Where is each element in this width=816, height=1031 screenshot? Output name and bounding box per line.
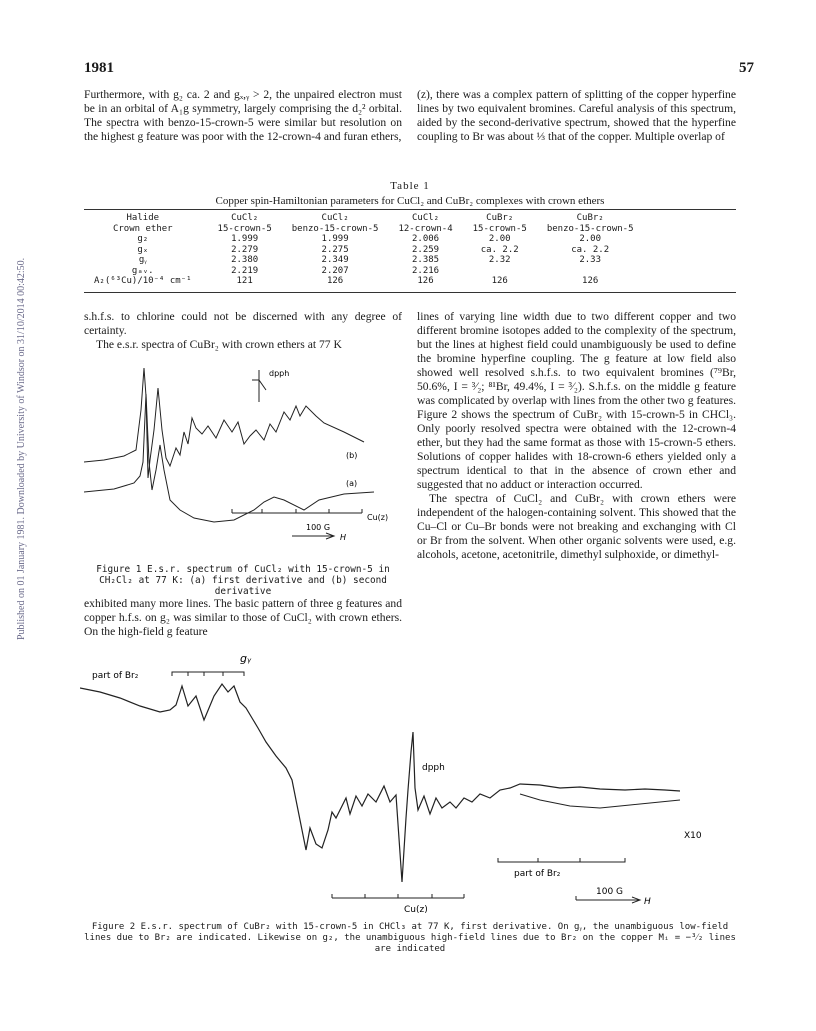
fig2-h-label: H: [644, 897, 651, 907]
figure-2: [80, 650, 740, 920]
page-number: 57: [739, 60, 754, 76]
fig2-gy-label: gᵧ: [240, 652, 252, 665]
table-cell: 2.380: [231, 255, 259, 265]
shfs-paragraph: s.h.f.s. to chlorine could not be discerned with any degree of certainty.: [84, 310, 402, 337]
param-label: gᵧ: [138, 255, 147, 265]
table-cell: ca. 2.2: [480, 244, 519, 255]
download-stamp: [4, 20, 27, 640]
row-label: Crown ether: [112, 223, 173, 234]
param-label: A₂(⁶³Cu)/10⁻⁴ cm⁻¹: [94, 276, 192, 286]
fig2-scale-bar: [576, 896, 640, 903]
fig2-cu-bar: [332, 894, 464, 898]
table-row: [84, 276, 644, 287]
table-row: [84, 224, 644, 235]
fig1-trace-a: [84, 394, 374, 522]
col-crown: 15-crown-5: [217, 223, 272, 234]
fig2-part-br-right-label: part of Br₂: [514, 869, 561, 879]
table-cell: 2.006: [411, 234, 440, 244]
fig2-x10-label: X10: [684, 831, 702, 841]
table-cell: 2.259: [411, 244, 440, 255]
col-halide: CuBr₂: [576, 213, 604, 223]
row-label: Halide: [126, 213, 160, 223]
col-halide: CuCl₂: [231, 213, 259, 223]
param-label: gₐᵥ.: [131, 265, 154, 276]
fig1-a-label: (a): [346, 479, 358, 488]
fig2-dpph-label: dpph: [422, 763, 445, 773]
br-coupling-paragraph: lines of varying line width due to two different copper and two different bromine isotopes added to the complexity of the spectrum, but the lines at highest field could unambiguously be used to define the bromine hyperfine coupling. The g feature at low field also showed well resolved s.h.f.s. to two equivalent bromines (⁷⁹Br, 50.6%, I = ³⁄₂; ⁸¹Br, 49.4%, I = ³⁄₂). S.h.f.s. on the middle g feature was complicated by overlap with lines from the other two g features. Figure 2 shows the spectrum of CuBr₂ with 15-crown-5 in CHCl₃. Only poorly resolved spectra were obtained with the 12-crown-4 ether, but they had the same format as those with 15-crown-5 ethers. Solutions of copper halides with 18-crown-6 ethers yielded only a spectrum identical to that in the absence of crown ether and suggested that no adduct or interaction occurred.: [417, 310, 736, 491]
table-cell: 2.00: [488, 234, 511, 244]
fig1-cu-label: Cu(z): [367, 513, 389, 522]
table-cell: 1.999: [231, 234, 259, 244]
table-rule-bottom: [84, 292, 736, 293]
fig2-scale-label: 100 G: [596, 887, 624, 897]
middle-right-column: [417, 310, 736, 562]
fig1-h-label: H: [340, 533, 347, 542]
fig2-trace: [80, 684, 680, 882]
spin-hamiltonian-table: [84, 213, 644, 287]
col-crown: benzo-15-crown-5: [291, 223, 379, 234]
table-cell: 121: [236, 276, 253, 286]
table-cell: [537, 266, 644, 277]
table-cell: 2.219: [231, 265, 259, 276]
table-cell: 2.33: [579, 255, 601, 265]
table-cell: 2.00: [579, 234, 601, 244]
table-cell: 126: [326, 276, 344, 286]
col-halide: CuBr₂: [486, 213, 514, 223]
table-cell: 2.349: [321, 255, 349, 265]
table-cell: 2.385: [411, 255, 440, 265]
fig1-scale-bar: [292, 533, 334, 539]
col-halide: CuCl₂: [321, 213, 349, 223]
table-row: [84, 255, 644, 266]
col-halide: CuCl₂: [411, 213, 440, 223]
fig2-cu-label: Cu(z): [404, 905, 428, 915]
year: 1981: [84, 60, 114, 76]
table-row: [84, 234, 644, 245]
table-cell: ca. 2.2: [571, 244, 610, 255]
top-left-paragraph: Furthermore, with g₂ ca. 2 and gₓ,ᵧ > 2, the unpaired electron must be in an orbital of A₁g symmetry, largely comprising the d₂² orbital. The spectra with benzo-15-crown-5 were similar but resolution on the highest g feature was poor with the 12-crown-4 and furan ethers,: [84, 88, 402, 143]
col-crown: 15-crown-5: [472, 223, 527, 234]
table-cell: 126: [417, 276, 434, 286]
table-row: [84, 266, 644, 277]
fig2-br-bracket-right: [498, 858, 625, 862]
fig2-part-br-label: part of Br₂: [92, 671, 139, 681]
table-cell: 2.275: [321, 244, 349, 255]
top-right-paragraph: (z), there was a complex pattern of splitting of the copper hyperfine lines by two equivalent bromines. Careful analysis of this spectrum, aided by the second-derivative spectrum, showed that the hyperfine coupling to Br was about ⅓ that of the copper. Multiple overlap of: [417, 88, 736, 143]
fig1-dpph-mark: [252, 370, 266, 402]
table-cell: 2.279: [231, 244, 259, 255]
fig1-dpph-label: dpph: [269, 369, 290, 378]
table-cell: 2.216: [411, 265, 440, 276]
col-crown: 12-crown-4: [398, 223, 453, 234]
col-crown: benzo-15-crown-5: [546, 223, 634, 234]
table-cell: [463, 266, 537, 277]
fig2-x10-trace: [520, 794, 680, 808]
solvent-paragraph: The spectra of CuCl₂ and CuBr₂ with crown ethers were independent of the halogen-containing solvent. This showed that the Cu–Cl or Cu–Br bonds were not breaking and exchanging with Cl or Br from the solvent. When other organic solvents were used, e.g. alcohols, acetone, acetonitrile, dimethyl sulphoxide, or dimethyl-: [417, 492, 736, 561]
fig1-scale-label: 100 G: [306, 523, 331, 532]
figure-1-caption: Figure 1 E.s.r. spectrum of CuCl₂ with 15-crown-5 in CH₂Cl₂ at 77 K: (a) first derivative and (b) second derivative: [96, 564, 390, 597]
figure-1: [84, 350, 404, 568]
param-label: g₂: [137, 234, 149, 244]
param-label: gₓ: [137, 244, 149, 255]
fig1-b-label: (b): [346, 451, 358, 460]
esr-paragraph-start: The e.s.r. spectra of CuBr₂ with crown ethers at 77 K: [96, 338, 342, 351]
table-title: Copper spin-Hamiltonian parameters for CuCl₂ and CuBr₂ complexes with crown ethers: [215, 195, 605, 207]
table-row: [84, 213, 644, 224]
table-cell: 2.32: [488, 255, 511, 265]
middle-left-bottom: exhibited many more lines. The basic pattern of three g features and copper h.f.s. on g₂ was similar to those of CuCl₂ with crown ethers. On the high-field g feature: [84, 597, 402, 638]
table-rule-top: [84, 209, 736, 210]
table-label: Table 1: [390, 180, 430, 192]
download-stamp-text: Published on 01 January 1981. Downloaded by University of Windsor on 31/10/2014 00:42:50.: [16, 257, 27, 640]
table-row: [84, 245, 644, 256]
table-cell: 126: [491, 276, 508, 286]
middle-left-top: [84, 310, 402, 352]
fig1-trace-b: [84, 368, 364, 478]
table-cell: 126: [582, 276, 599, 286]
table-cell: 2.207: [321, 265, 349, 276]
fig2-br-bracket-top: [172, 672, 244, 676]
figure-2-caption: Figure 2 E.s.r. spectrum of CuBr₂ with 15-crown-5 in CHCl₃ at 77 K, first derivative. On gᵧ, the unambiguous low-field lines due to Br₂ are indicated. Likewise on g₂, the unambiguous high-field lines due to Br₂ on the copper Mᵢ = −³⁄₂ lines are indicated: [84, 922, 736, 954]
table-cell: 1.999: [321, 234, 349, 244]
